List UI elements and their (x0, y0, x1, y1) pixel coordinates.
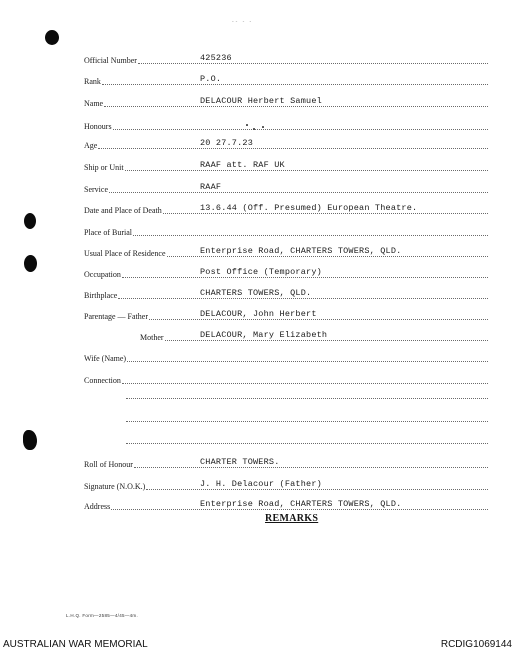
connection-line-2 (126, 398, 488, 399)
field-label: Occupation (84, 270, 121, 279)
punch-hole-top (45, 30, 59, 45)
field-value: RAAF att. RAF UK (200, 160, 285, 170)
field-label: Rank (84, 77, 101, 86)
field-label: Honours (84, 122, 112, 131)
field-row-roll-of-honour (0, 456, 516, 470)
field-dotted-line (113, 129, 488, 130)
field-value: CHARTERS TOWERS, QLD. (200, 288, 312, 298)
speck (262, 126, 264, 128)
field-value: P.O. (200, 74, 222, 84)
field-dotted-line (163, 213, 488, 214)
field-row-name (0, 95, 516, 109)
field-label: Ship or Unit (84, 163, 124, 172)
field-value: RAAF (200, 182, 222, 192)
field-dotted-line (98, 148, 488, 149)
form-code: L.H.Q. Form—2585—4/45—4m. (66, 613, 139, 618)
field-dotted-line (109, 192, 488, 193)
field-row-parentage-father (0, 308, 516, 322)
field-value: Enterprise Road, CHARTERS TOWERS, QLD. (200, 499, 402, 509)
field-label: Date and Place of Death (84, 206, 162, 215)
field-row-date-and-place-of-death (0, 202, 516, 216)
field-value: 13.6.44 (Off. Presumed) European Theatre. (200, 203, 418, 213)
field-value: 20 27.7.23 (200, 138, 254, 148)
field-row-signature-n-o-k (0, 478, 516, 492)
field-value: J. H. Delacour (Father) (200, 479, 322, 489)
field-row-birthplace (0, 287, 516, 301)
field-value: Post Office (Temporary) (200, 267, 322, 277)
field-row-occupation (0, 266, 516, 280)
field-label: Birthplace (84, 291, 118, 300)
field-dotted-line (118, 298, 488, 299)
field-row-ship-or-unit (0, 159, 516, 173)
field-label: Service (84, 185, 108, 194)
field-label: Roll of Honour (84, 460, 133, 469)
field-label: Age (84, 141, 98, 150)
field-dotted-line (111, 509, 488, 510)
field-row-age (0, 137, 516, 151)
field-dotted-line (104, 106, 488, 107)
field-value: Enterprise Road, CHARTERS TOWERS, QLD. (200, 246, 402, 256)
field-dotted-line (146, 489, 488, 490)
field-row-usual-place-of-residence (0, 245, 516, 259)
speck (246, 124, 248, 126)
field-row-honours (0, 118, 516, 132)
field-label: Connection (84, 376, 121, 385)
field-value: DELACOUR Herbert Samuel (200, 96, 322, 106)
header-mark: -- - - (232, 20, 254, 25)
field-row-rank (0, 73, 516, 87)
field-value: DELACOUR, John Herbert (200, 309, 317, 319)
field-row-place-of-burial (0, 224, 516, 238)
speck (253, 128, 255, 130)
field-dotted-line (167, 256, 488, 257)
field-dotted-line (138, 63, 488, 64)
field-label: Name (84, 99, 104, 108)
field-label: Official Number (84, 56, 137, 65)
field-dotted-line (165, 340, 488, 341)
field-dotted-line (102, 84, 488, 85)
field-dotted-line (134, 467, 488, 468)
field-dotted-line (127, 361, 488, 362)
field-label: Mother (140, 333, 164, 342)
connection-line-3 (126, 421, 488, 422)
field-dotted-line (149, 319, 488, 320)
field-label: Address (84, 502, 111, 511)
field-dotted-line (122, 383, 488, 384)
footer-source: AUSTRALIAN WAR MEMORIAL (3, 639, 148, 650)
field-value: CHARTER TOWERS. (200, 457, 280, 467)
punch-hole-lower (23, 430, 37, 450)
connection-line-4 (126, 443, 488, 444)
field-value: DELACOUR, Mary Elizabeth (200, 330, 328, 340)
field-row-official-number (0, 52, 516, 66)
field-label: Wife (Name) (84, 354, 127, 363)
field-dotted-line (122, 277, 488, 278)
field-row-service (0, 181, 516, 195)
footer-record-id: RCDIG1069144 (440, 639, 512, 650)
field-row-mother (0, 329, 516, 343)
field-row-wife-name (0, 350, 516, 364)
field-dotted-line (133, 235, 488, 236)
field-row-address (0, 498, 516, 512)
field-label: Signature (N.O.K.) (84, 482, 146, 491)
remarks-heading: REMARKS (265, 513, 319, 524)
field-row-connection (0, 372, 516, 386)
field-value: 425236 (200, 53, 232, 63)
field-dotted-line (125, 170, 488, 171)
field-label: Place of Burial (84, 228, 132, 237)
field-label: Parentage — Father (84, 312, 148, 321)
field-label: Usual Place of Residence (84, 249, 166, 258)
